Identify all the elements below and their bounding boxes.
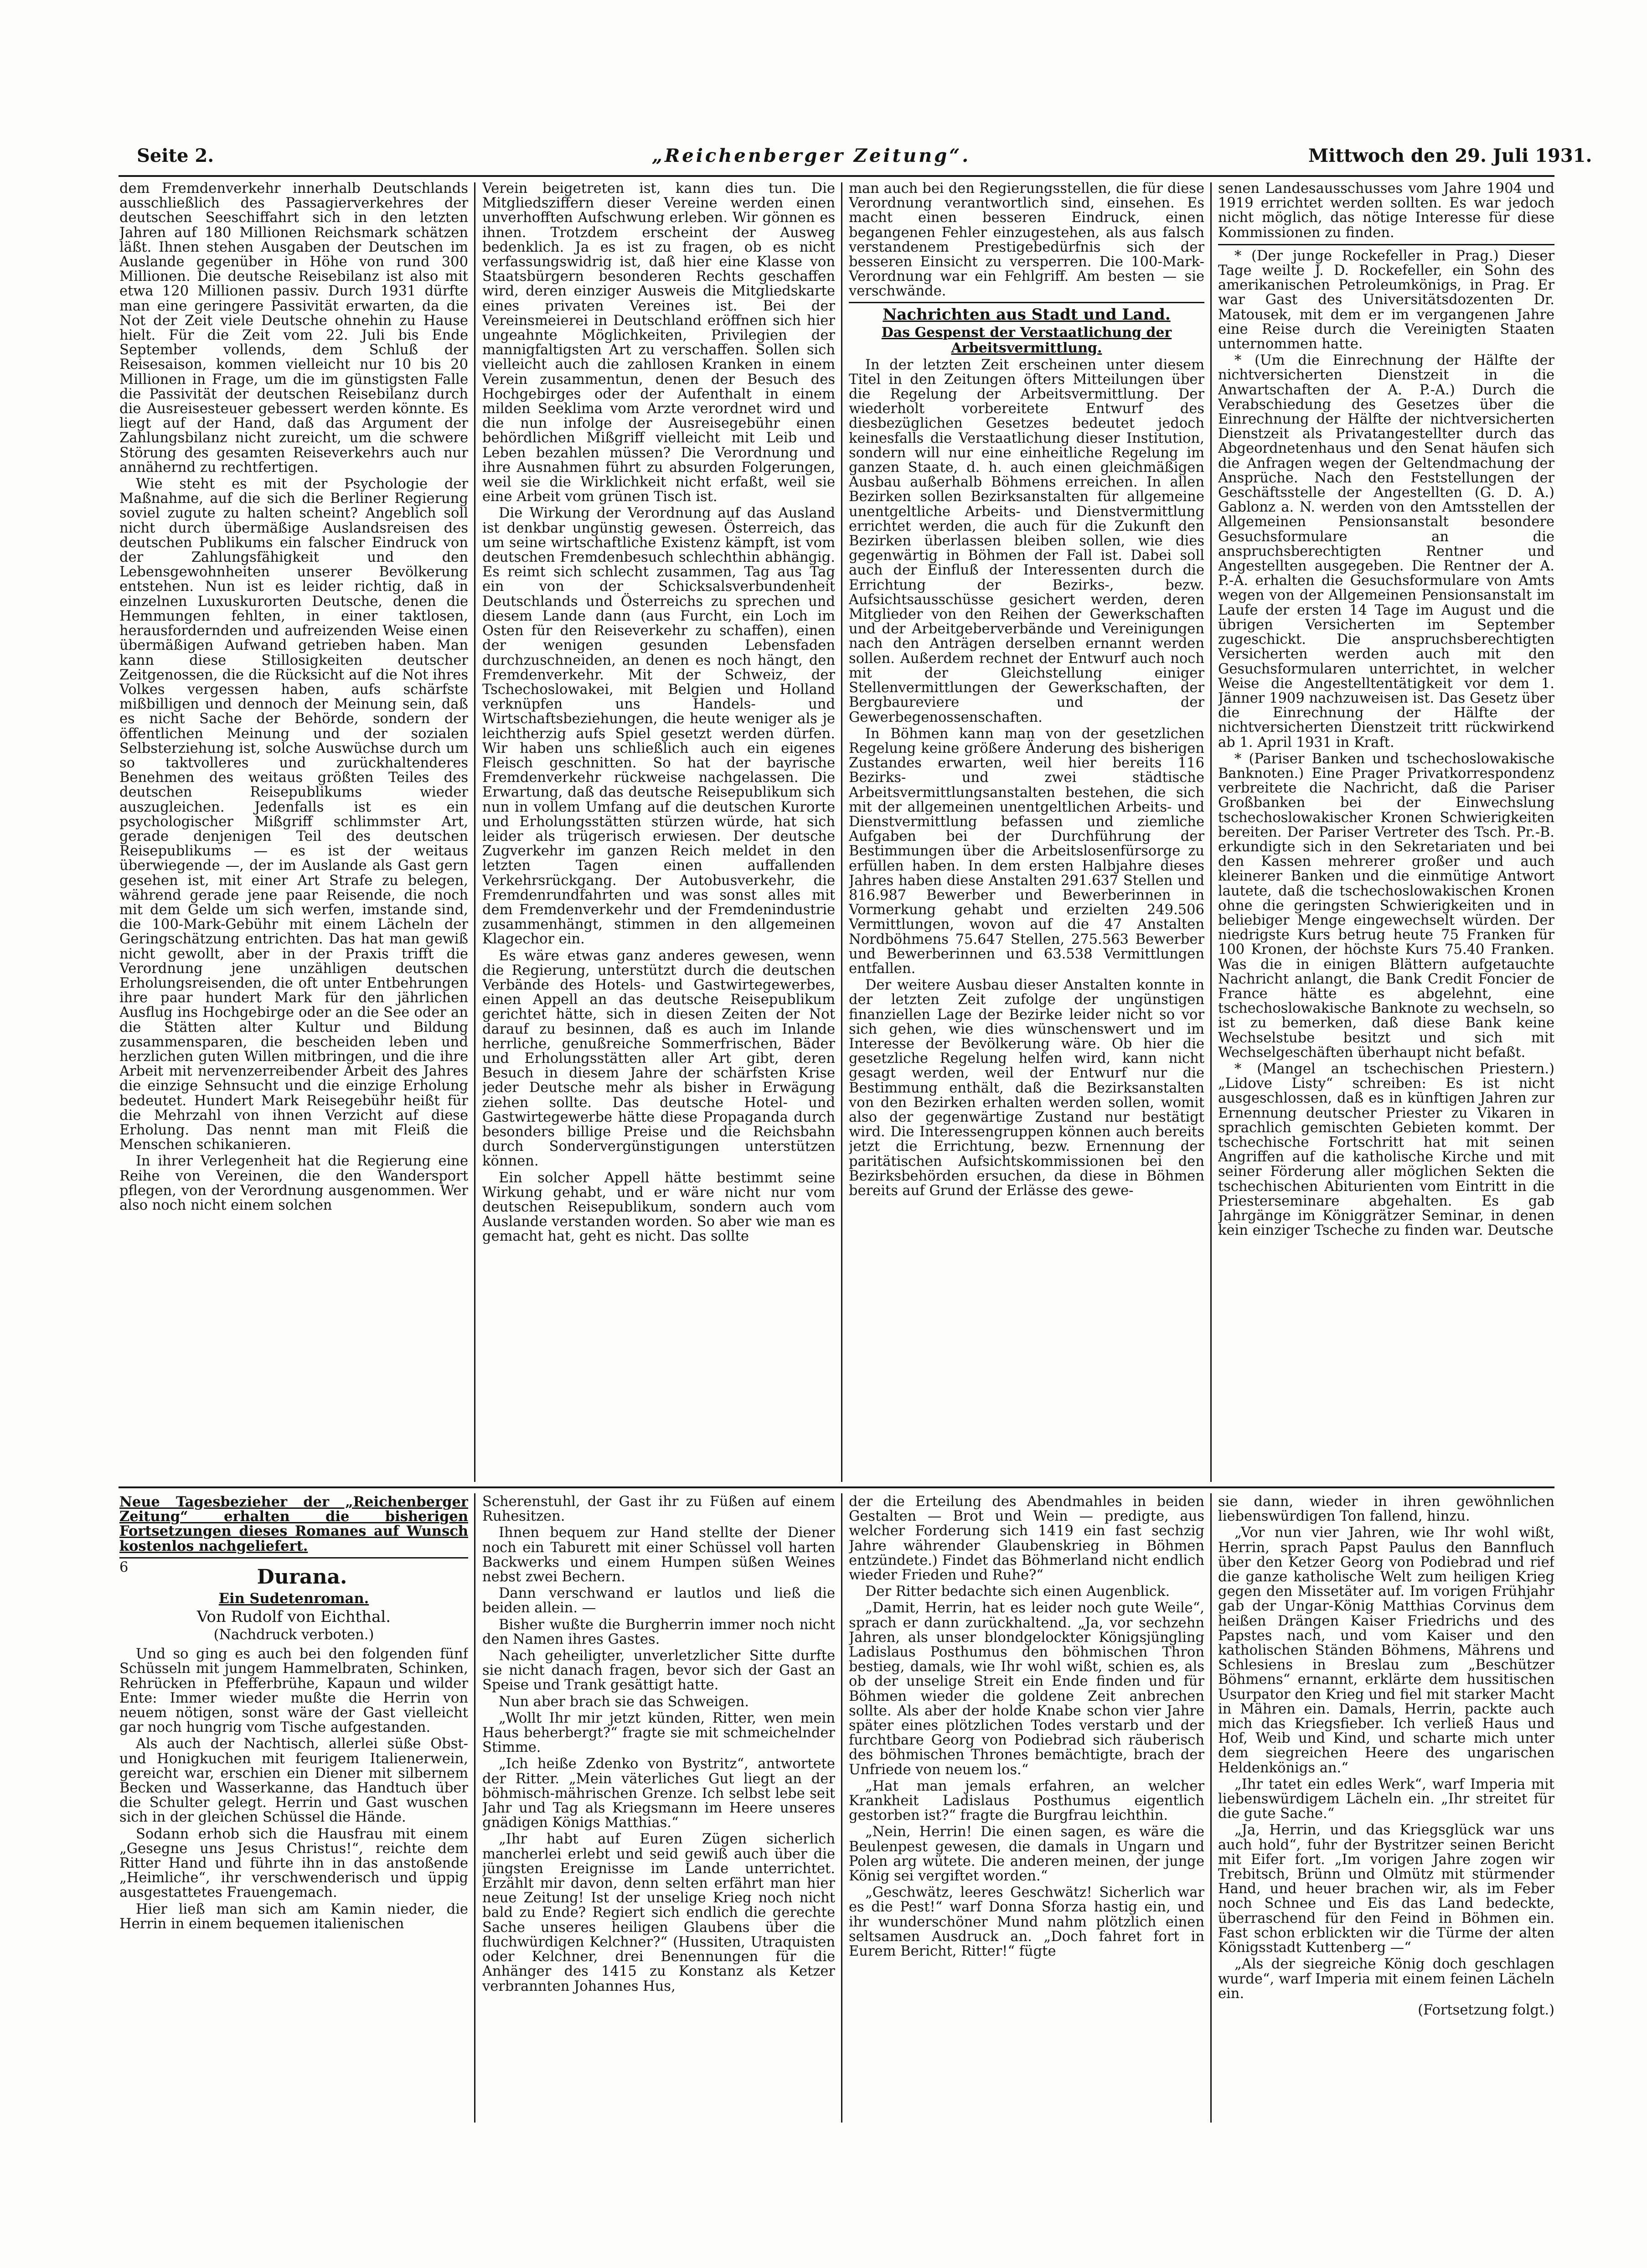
paragraph: Nach geheiligter, unverletzlicher Sitte durfte sie nicht danach fragen, bevor sich der Gast an Speise und Trank gesättigt hatte. bbox=[482, 1648, 835, 1693]
paragraph: Scherenstuhl, der Gast ihr zu Füßen auf einem Ruhesitzen. bbox=[482, 1495, 835, 1525]
paragraph: Sodann erhob sich die Hausfrau mit einem „Gesegne uns Jesus Christus!“, reichte dem Ritter Hand und führte ihn in das anstoßende „Heimliche“, ihr verschwenderisch und üppig ausgestattetes Frauengemach. bbox=[119, 1826, 468, 1901]
serial-column-2 bbox=[482, 1495, 835, 2124]
paragraph: Dann verschwand er lautlos und ließ die beiden allein. — bbox=[482, 1585, 835, 1616]
paragraph: In der letzten Zeit erscheinen unter diesem Titel in den Zeitungen öfters Mitteilungen über die Regelung der Arbeitsvermittlung. Der wiederholt vorbereitete Entwurf des diesbezüglichen Gesetzes bedeutet jedoch keinesfalls die Verstaatlichung dieser Institution, sondern will nur eine einheitliche Regelung im ganzen Staate, d. h. auch einen gleichmäßigen Ausbau außerhalb Böhmens erreichen. In allen Bezirken sollen Bezirksanstalten für allgemeine unentgeltliche Arbeits- und Dienstvermittlung errichtet werden, die auch für die Zukunft den Bezirken überlassen bleiben sollen, wie dies gegenwärtig in Böhmen der Fall ist. Dabei soll auch der Einfluß der Interessenten durch die Errichtung der Bezirks-, bezw. Aufsichtsausschüsse gesichert werden, deren Mitglieder von den Reihen der Gewerkschaften und der Arbeitgeberverbände und Vereinigungen nach den Anträgen derselben ernannt werden sollen. Außerdem rechnet der Entwurf auch noch mit der Gleichstellung einiger Stellenvermittlungen der Gewerkschaften, der Bergbaureviere und der Gewerbegenossenschaften. bbox=[849, 357, 1204, 725]
rights-notice: (Nachdruck verboten.) bbox=[213, 1627, 374, 1643]
paragraph: „Hat man jemals erfahren, an welcher Krankheit Ladislaus Posthumus eigentlich gestorben ist?“ fragte die Burgfrau leichthin. bbox=[849, 1778, 1204, 1824]
news-item: * (Mangel an tschechischen Priestern.) „Lidove Listy“ schreiben: Es ist nicht ausgeschlossen, daß es in künftigen Jahren zur Ernennung deutscher Priester zu Vikaren in sprachlich gemischten Gebieten kommt. Der tschechische Fortschritt hat mit seinen Angriffen auf die katholische Kirche und mit seiner Förderung aller möglichen Sekten die tschechischen Abiturienten vom Eintritt in die Priesterseminare abgehalten. Es gab Jahrgänge im Königgrätzer Seminar, in denen kein einziger Tscheche zu finden war. Deutsche bbox=[1218, 1061, 1554, 1239]
issue-date: Mittwoch den 29. Juli 1931. bbox=[1308, 145, 1592, 166]
installment-number: 6 bbox=[119, 1559, 129, 1575]
paragraph: Hier ließ man sich am Kamin nieder, die Herrin in einem bequemen italienischen bbox=[119, 1901, 468, 1932]
paragraph: Nun aber brach sie das Schweigen. bbox=[499, 1693, 749, 1710]
to-be-continued: (Fortsetzung folgt.) bbox=[1418, 2002, 1554, 2018]
article-subheading: Das Gespenst der Verstaatlichung der Arbeitsvermittlung. bbox=[881, 324, 1172, 356]
item-rule bbox=[1218, 244, 1554, 245]
paragraph: „Wollt Ihr mir jetzt künden, Ritter, wen mein Haus beherbergt?“ fragte sie mit schmeichelnder Stimme. bbox=[482, 1710, 835, 1756]
novel-author: Von Rudolf von Eichthal. bbox=[196, 1608, 391, 1626]
header-rule bbox=[119, 175, 1554, 177]
paragraph: In ihrer Verlegenheit hat die Regierung eine Reihe von Vereinen, die den Wandersport pflegen, von der Verordnung ausgenommen. Wer also noch nicht einem solchen bbox=[119, 1153, 468, 1214]
notice-rule bbox=[119, 1557, 468, 1559]
novel-subtitle: Ein Sudetenroman. bbox=[218, 1590, 369, 1607]
serial-column-4 bbox=[1218, 1495, 1554, 2124]
paragraph: In Böhmen kann man von der gesetzlichen Regelung keine größere Änderung des bisherigen Zustandes erwarten, weil hier bereits 116 Bezirks- und zwei städtische Arbeitsvermittlungsanstalten bestehen, die sich mit der allgemeinen unentgeltlichen Arbeits- und Dienstvermittlung befassen und ziemliche Aufgaben bei der Durchführung der Bestimmungen über die Arbeitslosenfürsorge zu erfüllen haben. In dem ersten Halbjahre dieses Jahres haben diese Anstalten 291.637 Stellen und 816.987 Bewerber und Bewerberinnen in Vormerkung gehabt und erzielten 249.506 Vermittlungen, wovon auf die 47 Anstalten Nordböhmens 75.647 Stellen, 275.563 Bewerber und Bewerberinnen und 63.538 Vermittlungen entfallen. bbox=[849, 725, 1204, 977]
news-item: * (Pariser Banken und tschechoslowakische Banknoten.) Eine Prager Privatkorrespondenz verbreitete die Nachricht, daß die Pariser Großbanken bei der Einwechslung tschechoslowakischer Kronen Schwierigkeiten bereiten. Der Pariser Vertreter des Tsch. Pr.-B. erkundigte sich in den Sekretariaten und bei den Kassen mehrerer großer und auch kleinerer Banken und die einmütige Antwort lautete, daß die tschechoslowakischen Kronen ohne die geringsten Schwierigkeiten und in beliebiger Menge eingewechselt würden. Der niedrigste Kurs betrug heute 75 Franken für 100 Kronen, der höchste Kurs 75.40 Franken. Was die in einigen Blättern aufgetauchte Nachricht anlangt, die Bank Credit Foncier de France hätte es abgelehnt, eine tschechoslowakische Banknote zu wechseln, so ist zu bemerken, daß diese Bank keine Wechselstube besitzt und sich mit Wechselgeschäften überhaupt nicht befaßt. bbox=[1218, 751, 1554, 1061]
column-rule bbox=[1210, 182, 1212, 1482]
paragraph: „Ihr habt auf Euren Zügen sicherlich mancherlei erlebt und seid gewiß auch über die jüngsten Ereignisse im Lande unterrichtet. Erzählt mir davon, denn selten erfährt man hier neue Zeitung! Ist der unselige Krieg noch nicht bald zu Ende? Regiert sich endlich die gerechte Sache unseres heiligen Glaubens über die fluchwürdigen Kelchner?“ (Hussiten, Utraquisten oder Kelchner, drei Benennungen für die Anhänger des 1415 zu Konstanz als Ketzer verbrannten Johannes Hus, bbox=[482, 1831, 835, 1994]
paragraph: Der Ritter bedachte sich einen Augenblick. bbox=[865, 1584, 1170, 1600]
section-divider bbox=[119, 1486, 1554, 1488]
column-rule bbox=[1210, 1493, 1212, 2123]
section-heading: Nachrichten aus Stadt und Land. bbox=[883, 305, 1171, 324]
paragraph: Es wäre etwas ganz anderes gewesen, wenn die Regierung, unterstützt durch die deutschen Verbände des Hotels- und Gastwirtegewerbes, einen Appell an das deutsche Reisepublikum gerichtet hätte, sich in diesen Zeiten der Not darauf zu besinnen, daß es auch im Inlande herrliche, genußreiche Sommerfrischen, Bäder und Erholungsstätten aller Art gibt, deren Besuch in diesem Jahre der schärfsten Krise jeder Deutsche mehr als bisher in Erwägung ziehen sollte. Das deutsche Hotel- und Gastwirtegewerbe hätte diese Propaganda durch besonders billige Preise und die Reichsbahn durch Sondervergünstigungen unterstützen können. bbox=[482, 948, 835, 1170]
article-column-4 bbox=[1218, 181, 1554, 1481]
paragraph: „Damit, Herrin, hat es leider noch gute Weile“, sprach er dann zurückhaltend. „Ja, vor sechzehn Jahren, als unser blondgelockter Königsjüngling Ladislaus Posthumus den böhmischen Thron bestieg, damals, wie Ihr wohl wißt, schien es, als ob der unselige Streit ein Ende finden und für Böhmen wieder die goldene Zeit anbrechen sollte. Als aber der holde Knabe schon vier Jahre später eines plötzlichen Todes verstarb und der furchtbare Georg von Podiebrad sich räuberisch des böhmischen Thrones bemächtigte, brach der Unfriede von neuem los.“ bbox=[849, 1600, 1204, 1778]
paragraph: der die Erteilung des Abendmahles in beiden Gestalten — Brot und Wein — predigte, aus welcher Forderung sich 1419 ein fast sechzig Jahre währender Glaubenskrieg in Böhmen entzündete.) Findet das Böhmerland nicht endlich wieder Frieden und Ruhe?“ bbox=[849, 1495, 1204, 1584]
paragraph: Verein beigetreten ist, kann dies tun. Die Mitgliedsziffern dieser Vereine werden einen unverhofften Aufschwung erleben. Wir gönnen es ihnen. Trotzdem erscheint der Ausweg bedenklich. Ja es ist zu fragen, ob es nicht verfassungswidrig ist, daß hier eine Klasse von Staatsbürgern besonderen Rechts geschaffen wird, deren einziger Ausweis die Mitgliedskarte eines privaten Vereines ist. Bei der Vereinsmeierei in Deutschland eröffnen sich hier ungeahnte Möglichkeiten, Privilegien der mannigfaltigsten Art zu verschaffen. Sollen sich vielleicht auch die zahllosen Kranken in einem Verein zusammentun, denen der Besuch des Hochgebirges oder der Aufenthalt in einem milden Seeklima vom Arzte verordnet wird und die nun infolge der Ausreisegebühr einen behördlichen Mißgriff vielleicht mit Leib und Leben bezahlen müssen? Die Verordnung und ihre Ausnahmen führt zu absurden Folgerungen, weil sie die Wirklichkeit nicht erfaßt, weil sie eine Arbeit vom grünen Tisch ist. bbox=[482, 181, 835, 505]
paragraph: dem Fremdenverkehr innerhalb Deutschlands ausschließlich des Passagierverkehres der deutschen Seeschiffahrt sich in den letzten Jahren auf 180 Millionen Reichsmark schätzen läßt. Ihnen stehen Ausgaben der Deutschen im Auslande gegenüber in Höhe von rund 300 Millionen. Die deutsche Reisebilanz ist also mit etwa 120 Millionen passiv. Durch 1931 dürfte man eine geringere Passivität erwarten, da die Not der Zeit viele Deutsche ohnehin zu Hause hielt. Für die Zeit vom 22. Juli bis Ende September vollends, dem Schluß der Reisesaison, kommen vielleicht nur 10 bis 20 Millionen in Frage, um die im günstigsten Falle die Passivität der deutschen Reisebilanz durch die Ausreisesteuer gebessert werden könnte. Es liegt auf der Hand, daß das Argument der Zahlungsbilanz nicht zureicht, um die schwere Störung des gesamten Reiseverkehrs auch nur annähernd zu rechtfertigen. bbox=[119, 181, 468, 476]
column-rule bbox=[474, 1493, 475, 2123]
serial-column-1 bbox=[119, 1495, 468, 2124]
paragraph: „Ihr tatet ein edles Werk“, warf Imperia mit liebenswürdigem Lächeln ein. „Ihr streitet für die gute Sache.“ bbox=[1218, 1776, 1554, 1822]
paragraph: „Geschwätz, leeres Geschwätz! Sicherlich war es die Pest!“ warf Donna Sforza hastig ein, und ihr wunderschöner Mund nahm plötzlich einen seltsamen Ausdruck an. „Doch fahret fort in Eurem Bericht, Ritter!“ fügte bbox=[849, 1885, 1204, 1960]
subscriber-notice: Neue Tagesbezieher der „Reichenberger Zeitung“ erhalten die bisherigen Fortsetzungen dieses Romanes auf Wunsch kostenlos nachgeliefert. bbox=[119, 1495, 468, 1554]
paragraph: „Ja, Herrin, und das Kriegsglück war uns auch hold“, fuhr der Bystritzer seinen Bericht mit Eifer fort. „Im vorigen Jahre zogen wir Trebitsch, Brünn und Olmütz mit stürmender Hand, und heuer brachen wir, als im Feber noch Schnee und Eis das Land bedeckte, überraschend für den Feind in Böhmen ein. Fast schon erblickten wir die Türme der alten Königsstadt Kuttenberg —“ bbox=[1218, 1822, 1554, 1956]
paragraph: Ihnen bequem zur Hand stellte der Diener noch ein Taburett mit einer Schüssel voll harten Backwerks und einem Humpen süßen Weines nebst zwei Bechern. bbox=[482, 1525, 835, 1585]
paragraph: Und so ging es auch bei den folgenden fünf Schüsseln mit jungem Hammelbraten, Schinken, Rehrücken in Pfefferbrühe, Kapaun und wilder Ente: Immer wieder mußte die Herrin von neuem nötigen, sonst wäre der Gast vielleicht gar noch hungrig vom Tische aufgestanden. bbox=[119, 1646, 468, 1736]
serial-column-3 bbox=[849, 1495, 1204, 2124]
paragraph: „Als der siegreiche König doch geschlagen wurde“, warf Imperia mit einem feinen Lächeln ein. bbox=[1218, 1956, 1554, 2002]
paragraph: „Nein, Herrin! Die einen sagen, es wäre die Beulenpest gewesen, die damals in Ungarn und Polen arg wütete. Die anderen meinen, der junge König sei vergiftet worden.“ bbox=[849, 1824, 1204, 1885]
column-rule bbox=[841, 182, 842, 1482]
section-rule bbox=[849, 302, 1204, 303]
article-column-1 bbox=[119, 181, 468, 1481]
paragraph: senen Landesausschusses vom Jahre 1904 und 1919 errichtet werden sollten. Es war jedoch nicht möglich, das nötige Interesse für diese Kommissionen zu finden. bbox=[1218, 181, 1554, 241]
article-column-2 bbox=[482, 181, 835, 1481]
news-item: * (Der junge Rockefeller in Prag.) Dieser Tage weilte J. D. Rockefeller, ein Sohn des amerikanischen Petroleumkönigs, in Prag. Er war Gast des Universitätsdozenten Dr. Matousek, mit dem er im vergangenen Jahre eine Reise durch die Vereinigten Staaten unternommen hatte. bbox=[1218, 248, 1554, 352]
paragraph: „Vor nun vier Jahren, wie Ihr wohl wißt, Herrin, sprach Papst Paulus den Bannfluch über den Ketzer Georg von Podiebrad und rief die ganze katholische Welt zum heiligen Krieg gegen den Missetäter auf. Im vorigen Frühjahr gab der Ungar-König Matthias Corvinus dem heißen Drängen Kaiser Friedrichs und des Papstes nach, und vom Kaiser und den katholischen Ständen Böhmens, Mährens und Schlesiens in Breslau zum „Beschützer Böhmens“ ernannt, erklärte dem hussitischen Usurpator den Krieg und fiel mit starker Macht in Mähren ein. Damals, Herrin, packte auch mich das Kriegsfieber. Ich verließ Haus und Hof, Weib und Kind, und scharte mich unter dem siegreichen Heere des ungarischen Heldenkönigs an.“ bbox=[1218, 1525, 1554, 1776]
paragraph: „Ich heiße Zdenko von Bystritz“, antwortete der Ritter. „Mein väterliches Gut liegt an der böhmisch-mährischen Grenze. Ich selbst lebe seit Jahr und Tag als Kriegsmann im Heere unseres gnädigen Königs Matthias.“ bbox=[482, 1756, 835, 1831]
paragraph: sie dann, wieder in ihren gewöhnlichen liebenswürdigen Ton fallend, hinzu. bbox=[1218, 1495, 1554, 1525]
column-rule bbox=[841, 1493, 842, 2123]
paragraph: Die Wirkung der Verordnung auf das Ausland ist denkbar ungünstig gewesen. Österreich, das um seine wirtschaftliche Existenz kämpft, ist vom deutschen Fremdenbesuch schlechthin abhängig. Es reimt sich schlecht zusammen, Tag aus Tag ein von der Schicksalsverbundenheit Deutschlands und Österreichs zu sprechen und diesem Lande dann (aus Furcht, ein Loch im Osten für den Reiseverkehr zu schaffen), einen der wenigen gesunden Lebensfaden durchzuschneiden, an denen es noch hängt, den Fremdenverkehr. Mit der Schweiz, der Tschechoslowakei, mit Belgien und Holland verknüpfen uns Handels- und Wirtschaftsbeziehungen, die heute weniger als je leichtherzig aufs Spiel gesetzt werden dürfen. Wir haben uns schließlich auch ein eigenes Fleisch geschnitten. So hat der bayrische Fremdenverkehr rückweise nachgelassen. Die Erwartung, daß das deutsche Reisepublikum sich nun in vollem Umfang auf die deutschen Kurorte und Erholungsstätten stürzen würde, hat sich leider als trügerisch erwiesen. Der deutsche Zugverkehr im ganzen Reich meldet in den letzten Tagen einen auffallenden Verkehrsrückgang. Der Autobusverkehr, die Fremdenrundfahrten und was sonst alles mit dem Fremdenverkehr und der Fremdenindustrie zusammenhängt, stimmen in den allgemeinen Klagechor ein. bbox=[482, 505, 835, 948]
novel-title: Durana. bbox=[257, 1565, 347, 1589]
newspaper-title: „Reichenberger Zeitung“. bbox=[652, 145, 971, 166]
column-rule bbox=[474, 182, 475, 1482]
paragraph: Wie steht es mit der Psychologie der Maßnahme, auf die sich die Berliner Regierung soviel zugute zu halten scheint? Angeblich soll nicht durch übermäßige Auslandsreisen des deutschen Publikums ein falscher Eindruck von der Zahlungsfähigkeit und den Lebensgewohnheiten unserer Bevölkerung entstehen. Nun ist es leider richtig, daß in einzelnen Luxuskurorten Deutsche, denen die Hemmungen fehlten, in einer taktlosen, herausfordernden und aufreizenden Weise einen übermäßigen Aufwand getrieben haben. Man kann diese Stillosigkeiten deutscher Zeitgenossen, die die Rücksicht auf die Not ihres Volkes vergessen haben, aufs schärfste mißbilligen und dennoch der Meinung sein, daß es nicht Sache der Behörde, sondern der öffentlichen Meinung und der sozialen Selbsterziehung ist, solche Auswüchse durch um so taktvolleres und zurückhaltenderes Benehmen des weitaus größten Teiles des deutschen Reisepublikums wieder auszugleichen. Jedenfalls ist es ein psychologischer Mißgriff schlimmster Art, gerade denjenigen Teil des deutschen Reisepublikums — es ist der weitaus überwiegende —, der im Auslande als Gast gern gesehen ist, mit einer Art Strafe zu belegen, während gerade jene paar Reisende, die noch mit dem Gelde um sich werfen, imstande sind, die 100-Mark-Gebühr mit einem Lächeln der Geringschätzung entrichten. Das hat man gewiß nicht gewollt, aber in der Praxis trifft die Verordnung jene unzähligen deutschen Erholungsreisenden, die oft unter Entbehrungen ihre paar hundert Mark für den jährlichen Ausflug ins Hochgebirge oder an die See oder an die Stätten alter Kultur und Bildung zusammensparen, die bescheiden leben und herzlichen guten Willen mitbringen, und die ihre Arbeit mit nervenzerreibender Arbeit des Jahres die einzige Sehnsucht und die einzige Erholung bedeutet. Hundert Mark Reisegebühr heißt für die Mehrzahl von ihnen Verzicht auf diese Erholung. Das nennt man mit Fleiß die Menschen schikanieren. bbox=[119, 476, 468, 1153]
article-column-3 bbox=[849, 181, 1204, 1481]
paragraph: Als auch der Nachtisch, allerlei süße Obst- und Honigkuchen mit feurigem Italienerwein, gereicht war, erschien ein Diener mit silbernem Becken und Wasserkanne, das Handtuch über die Schulter gelegt. Herrin und Gast wuschen sich in der gleichen Schüssel die Hände. bbox=[119, 1736, 468, 1826]
paragraph: man auch bei den Regierungsstellen, die für diese Verordnung verantwortlich sind, einsehen. Es macht einen besseren Eindruck, einen begangenen Fehler einzugestehen, als aus falsch verstandenem Prestigebedürfnis sich der besseren Einsicht zu versperren. Die 100-Mark-Verordnung war ein Fehlgriff. Am besten — sie verschwände. bbox=[849, 181, 1204, 300]
paragraph: Ein solcher Appell hätte bestimmt seine Wirkung gehabt, und er wäre nicht nur vom deutschen Reisepublikum, sondern auch vom Auslande verstanden worden. So aber wie man es gemacht hat, geht es nicht. Das sollte bbox=[482, 1170, 835, 1245]
paragraph: Der weitere Ausbau dieser Anstalten konnte in der letzten Zeit zufolge der ungünstigen finanziellen Lage der Bezirke leider nicht so vor sich gehen, wie dies wünschenswert und im Interesse der Bevölkerung wäre. Ob hier die gesetzliche Regelung helfen wird, kann nicht gesagt werden, weil der Entwurf nur die Bestimmung enthält, daß die Bezirksanstalten von den Bezirken erhalten werden sollen, womit also der gegenwärtige Zustand nur bestätigt wird. Die Interessengruppen können auch bereits jetzt die Errichtung, bezw. Ernennung der paritätischen Aufsichtskommissionen bei den Bezirksbehörden ersuchen, da diese in Böhmen bereits auf Grund der Erlässe des gewe- bbox=[849, 977, 1204, 1199]
news-item: * (Um die Einrechnung der Hälfte der nichtversicherten Dienstzeit in die Anwartschaften der A. P.-A.) Durch die Verabschiedung des Gesetzes über die Einrechnung der Hälfte der nichtversicherten Dienstzeit als Privatangestellter durch das Abgeordnetenhaus und den Senat häufen sich die Anfragen wegen der Geltendmachung der Ansprüche. Nach den Feststellungen der Geschäftsstelle der Angestellten (G. D. A.) Gablonz a. N. werden von den Amtsstellen der Allgemeinen Pensionsanstalt besondere Gesuchsformulare an die anspruchsberechtigten Rentner und Angestellten ausgegeben. Die Rentner der A. P.-A. erhalten die Gesuchsformulare von Amts wegen von der Allgemeinen Pensionsanstalt im Laufe der ersten 14 Tage im August und die übrigen Versicherten im September zugeschickt. Die anspruchsberechtigten Versicherten werden auch mit den Gesuchsformularen unterrichtet, in welcher Weise die Angestelltentätigkeit vor dem 1. Jänner 1909 nachzuweisen ist. Das Gesetz über die Einrechnung der Hälfte der nichtversicherten Dienstzeit tritt rückwirkend ab 1. April 1931 in Kraft. bbox=[1218, 352, 1554, 751]
paragraph: Bisher wußte die Burgherrin immer noch nicht den Namen ihres Gastes. bbox=[482, 1616, 835, 1647]
page-number: Seite 2. bbox=[137, 145, 214, 166]
